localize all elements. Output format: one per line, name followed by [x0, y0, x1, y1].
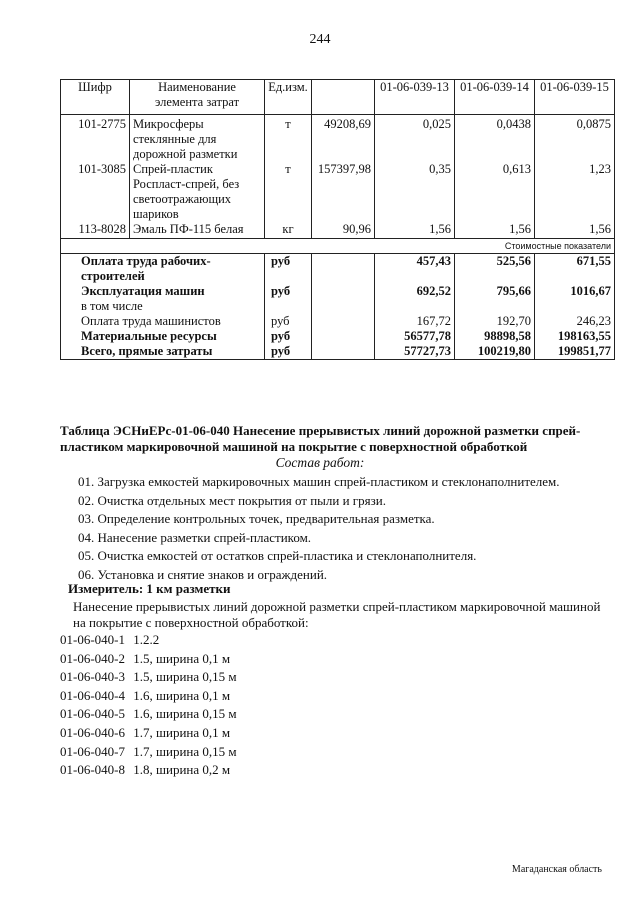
section-title: Таблица ЭСНиЕРс-01-06-040 Нанесение прерывистых линий дорожной разметки спрей-пластиком маркировочной машиной на покрытие с поверхностной обработкой: [60, 423, 581, 454]
work-steps-list: [78, 473, 618, 584]
header-name: Наименование элемента затрат: [130, 80, 265, 115]
item-code: 01-06-040-6: [60, 724, 125, 740]
resource-name: Оплата труда машинистов: [61, 314, 265, 329]
resource-value-15: 1016,67: [535, 284, 615, 314]
resource-row: [61, 314, 615, 329]
measure-unit: Измеритель: 1 км разметки: [68, 581, 231, 596]
list-item: [60, 687, 237, 706]
resource-empty: [312, 314, 375, 329]
resource-value-13: 57727,73: [375, 344, 455, 360]
composition-label: Состав работ:: [275, 455, 365, 470]
resource-value-15: 199851,77: [535, 344, 615, 360]
item-code: 01-06-040-4: [60, 687, 125, 703]
resource-table: [60, 79, 615, 360]
item-text: 1.5, ширина 0,1 м: [133, 650, 231, 666]
resource-unit: руб: [265, 344, 312, 360]
resource-value-14: 100219,80: [455, 344, 535, 360]
work-step: 04. Нанесение разметки спрей-пластиком.: [78, 529, 312, 545]
list-item: [60, 761, 237, 780]
material-value-13: 1,56: [375, 222, 455, 239]
cost-caption-row: [61, 239, 615, 254]
item-text: 1.2.2: [133, 632, 160, 647]
resource-empty: [312, 284, 375, 314]
resource-name: Материальные ресурсы: [61, 329, 265, 344]
item-code: 01-06-040-7: [60, 743, 125, 759]
resource-row: [61, 344, 615, 360]
item-text: 1.5, ширина 0,15 м: [133, 669, 237, 685]
header-unit: Ед.изм.: [265, 80, 312, 115]
resource-value-13: 56577,78: [375, 329, 455, 344]
list-item: [60, 668, 237, 687]
list-item: [60, 743, 237, 762]
material-unit: т: [265, 162, 312, 222]
material-name: Спрей-пластик Роспласт-спрей, без светоотражающих шариков: [130, 162, 265, 222]
cost-caption: Стоимостные показатели: [61, 239, 615, 254]
section-description: Нанесение прерывистых линий дорожной разметки спрей-пластиком маркировочной машиной на покрытие с поверхностной обработкой:: [73, 599, 601, 630]
resource-name: Оплата труда рабочих-строителей: [61, 254, 265, 285]
item-text: 1.7, ширина 0,1 м: [133, 724, 231, 740]
material-value-13: 0,35: [375, 162, 455, 222]
table-header-row: [61, 80, 615, 115]
resource-row: [61, 284, 615, 314]
material-value-15: 1,23: [535, 162, 615, 222]
resource-unit: руб: [265, 284, 312, 314]
work-step: 03. Определение контрольных точек, предварительная разметка.: [78, 511, 435, 526]
item-code: 01-06-040-2: [60, 650, 125, 666]
resource-value-14: 795,66: [455, 284, 535, 314]
item-text: 1.7, ширина 0,15 м: [133, 743, 237, 759]
resource-value-13: 457,43: [375, 254, 455, 285]
material-unit: кг: [265, 222, 312, 239]
work-step: 05. Очистка емкостей от остатков спрей-пластика и стеклонаполнителя.: [78, 548, 477, 563]
resource-name-cell: [61, 284, 265, 314]
item-code: 01-06-040-8: [60, 762, 125, 778]
resource-value-14: 98898,58: [455, 329, 535, 344]
resource-value-15: 671,55: [535, 254, 615, 285]
header-039-13: 01-06-039-13: [375, 80, 455, 115]
resource-name: Всего, прямые затраты: [61, 344, 265, 360]
material-value-14: 1,56: [455, 222, 535, 239]
material-value-14: 0,613: [455, 162, 535, 222]
resource-row: [61, 254, 615, 285]
material-row: [61, 115, 615, 163]
header-039-14: 01-06-039-14: [455, 80, 535, 115]
page-number: 244: [309, 32, 331, 47]
material-code: 113-8028: [61, 222, 130, 239]
material-price: 90,96: [312, 222, 375, 239]
item-text: 1.8, ширина 0,2 м: [133, 762, 231, 778]
item-text: 1.6, ширина 0,15 м: [133, 706, 237, 722]
resource-unit: руб: [265, 254, 312, 285]
list-item: [60, 631, 237, 650]
item-code: 01-06-040-3: [60, 669, 125, 685]
resource-value-14: 192,70: [455, 314, 535, 329]
list-item: [60, 650, 237, 669]
resource-value-13: 167,72: [375, 314, 455, 329]
header-price: [312, 80, 375, 115]
material-name: Эмаль ПФ-115 белая: [130, 222, 265, 239]
material-name: Микросферы стеклянные для дорожной разметки: [130, 115, 265, 163]
list-item: [60, 705, 237, 724]
code-list: [60, 631, 237, 780]
resource-unit: руб: [265, 314, 312, 329]
material-code: 101-2775: [61, 115, 130, 163]
resource-value-13: 692,52: [375, 284, 455, 314]
resource-row: [61, 329, 615, 344]
material-unit: т: [265, 115, 312, 163]
footer-region: Магаданская область: [511, 864, 602, 875]
header-code: Шифр: [61, 80, 130, 115]
resource-value-15: 198163,55: [535, 329, 615, 344]
material-value-15: 1,56: [535, 222, 615, 239]
list-item: [60, 724, 237, 743]
resource-empty: [312, 329, 375, 344]
material-row: [61, 222, 615, 239]
item-text: 1.6, ширина 0,1 м: [133, 687, 231, 703]
material-price: 49208,69: [312, 115, 375, 163]
work-step: 06. Установка и снятие знаков и ограждений.: [78, 566, 328, 582]
work-step: 02. Очистка отдельных мест покрытия от пыли и грязи.: [78, 492, 386, 508]
material-value-13: 0,025: [375, 115, 455, 163]
header-039-15: 01-06-039-15: [535, 80, 615, 115]
material-value-14: 0,0438: [455, 115, 535, 163]
resource-unit: руб: [265, 329, 312, 344]
material-value-15: 0,0875: [535, 115, 615, 163]
resource-empty: [312, 344, 375, 360]
item-code: 01-06-040-5: [60, 706, 125, 722]
resource-name: Эксплуатация машин: [81, 284, 205, 298]
material-code: 101-3085: [61, 162, 130, 222]
resource-value-14: 525,56: [455, 254, 535, 285]
resource-sub: в том числе: [81, 299, 143, 313]
material-price: 157397,98: [312, 162, 375, 222]
material-row: [61, 162, 615, 222]
item-code: 01-06-040-1: [60, 632, 125, 647]
resource-empty: [312, 254, 375, 285]
resource-value-15: 246,23: [535, 314, 615, 329]
work-step: 01. Загрузка емкостей маркировочных машин спрей-пластиком и стеклонаполнителем.: [78, 474, 560, 489]
